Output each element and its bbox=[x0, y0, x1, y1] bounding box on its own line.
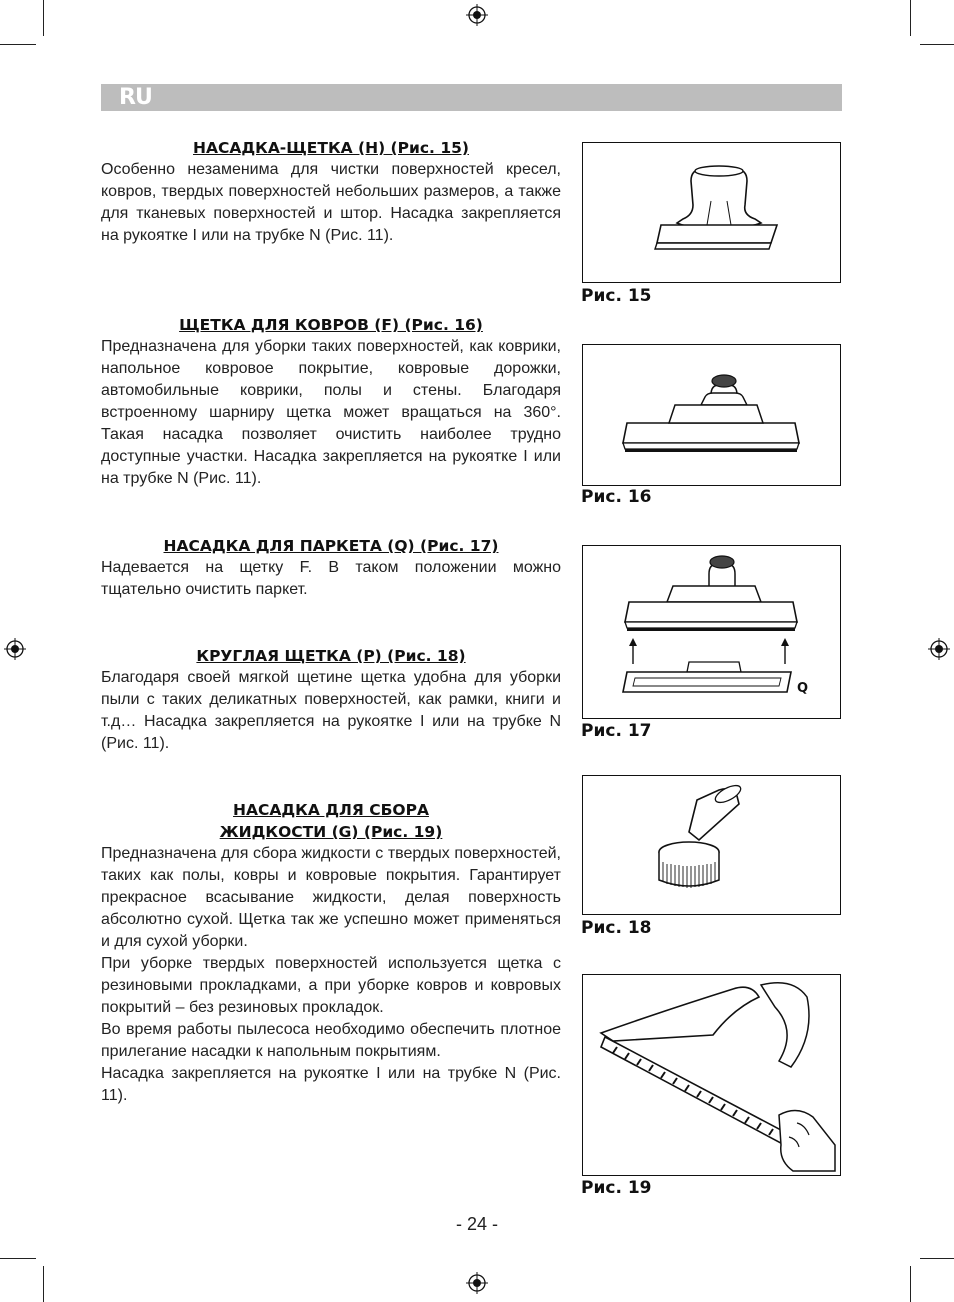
figure-caption: Рис. 16 bbox=[581, 487, 652, 507]
figure-15 bbox=[582, 142, 841, 283]
language-header-bar bbox=[101, 84, 842, 111]
round-brush-icon bbox=[583, 776, 840, 914]
crop-mark bbox=[43, 0, 44, 36]
figure-caption: Рис. 15 bbox=[581, 286, 652, 306]
crop-mark bbox=[0, 44, 36, 45]
section-paragraph: Особенно незаменима для чистки поверхностей кресел, ковров, твердых поверхностей небольших размеров, а также для тканевых поверхностей и штор. Насадка закрепляется на рукоятке I или на трубке N (Рис. 11). bbox=[101, 161, 561, 244]
figure-caption: Рис. 18 bbox=[581, 918, 652, 938]
section-title: НАСАДКА ДЛЯ СБОРА ЖИДКОСТИ (G) (Рис. 19) bbox=[219, 801, 443, 841]
section-title: НАСАДКА ДЛЯ ПАРКЕТА (Q) (Рис. 17) bbox=[163, 537, 499, 555]
crop-mark bbox=[910, 1266, 911, 1302]
wet-nozzle-icon bbox=[583, 975, 840, 1175]
registration-mark-icon bbox=[4, 638, 26, 660]
upholstery-nozzle-icon bbox=[583, 143, 840, 282]
section-title: ЩЕТКА ДЛЯ КОВРОВ (F) (Рис. 16) bbox=[179, 316, 483, 334]
figure-caption: Рис. 17 bbox=[581, 721, 652, 741]
part-label-q: Q bbox=[797, 681, 809, 696]
crop-mark bbox=[920, 1258, 954, 1259]
carpet-brush-icon bbox=[583, 345, 840, 485]
section-round-brush bbox=[101, 645, 561, 755]
page-number: - 24 - bbox=[455, 1214, 498, 1234]
parquet-adapter-icon bbox=[583, 546, 840, 718]
section-upholstery-nozzle bbox=[101, 137, 561, 247]
section-carpet-brush bbox=[101, 314, 561, 490]
section-parquet-adapter bbox=[101, 535, 561, 601]
registration-mark-icon bbox=[466, 4, 488, 26]
section-paragraph: Благодаря своей мягкой щетине щетка удобна для уборки пыли с таких деликатных поверхностей, как рамки, книги и т.д… Насадка закрепляется на рукоятке I или на трубке N (Рис. 11). bbox=[101, 669, 561, 752]
crop-mark bbox=[920, 44, 954, 45]
registration-mark-icon bbox=[466, 1272, 488, 1294]
registration-mark-icon bbox=[928, 638, 950, 660]
language-code: RU bbox=[119, 85, 152, 110]
section-paragraph: Насадка закрепляется на рукоятке I или на трубке N (Рис. 11). bbox=[101, 1065, 561, 1104]
section-paragraph: Предназначена для сбора жидкости с твердых поверхностей, таких как полы, ковры и ковровые покрытия. Гарантирует прекрасное всасывание жидкости, делая поверхность абсолютно сухой. Щетка так же успешно может применяться и для сухой уборки. bbox=[101, 845, 561, 950]
crop-mark bbox=[43, 1266, 44, 1302]
section-paragraph: При уборке твердых поверхностей используется щетка с резиновыми прокладками, а при уборке ковров и ковровых покрытий – без резиновых прокладок. bbox=[101, 955, 561, 1016]
figure-17 bbox=[582, 545, 841, 719]
crop-mark bbox=[0, 1258, 36, 1259]
section-paragraph: Надевается на щетку F. В таком положении можно тщательно очистить паркет. bbox=[101, 559, 561, 598]
figure-caption: Рис. 19 bbox=[581, 1178, 652, 1198]
figure-16 bbox=[582, 344, 841, 486]
figure-18 bbox=[582, 775, 841, 915]
figure-19 bbox=[582, 974, 841, 1176]
section-wet-nozzle bbox=[101, 799, 561, 1107]
crop-mark bbox=[910, 0, 911, 36]
section-paragraph: Во время работы пылесоса необходимо обеспечить плотное прилегание насадки к напольным покрытиям. bbox=[101, 1021, 561, 1060]
section-title: НАСАДКА-ЩЕТКА (H) (Рис. 15) bbox=[193, 139, 469, 157]
section-paragraph: Предназначена для уборки таких поверхностей, как коврики, напольное ковровое покрытие, ковровые дорожки, автомобильные коврики, полы и стены. Благодаря встроенному шарниру щетка может вращаться на 360°. Такая насадка позволяет очистить наиболее трудно доступные участки. Насадка закрепляется на рукоятке I или на трубке N (Рис. 11). bbox=[101, 338, 561, 487]
section-title: КРУГЛАЯ ЩЕТКА (P) (Рис. 18) bbox=[196, 647, 466, 665]
